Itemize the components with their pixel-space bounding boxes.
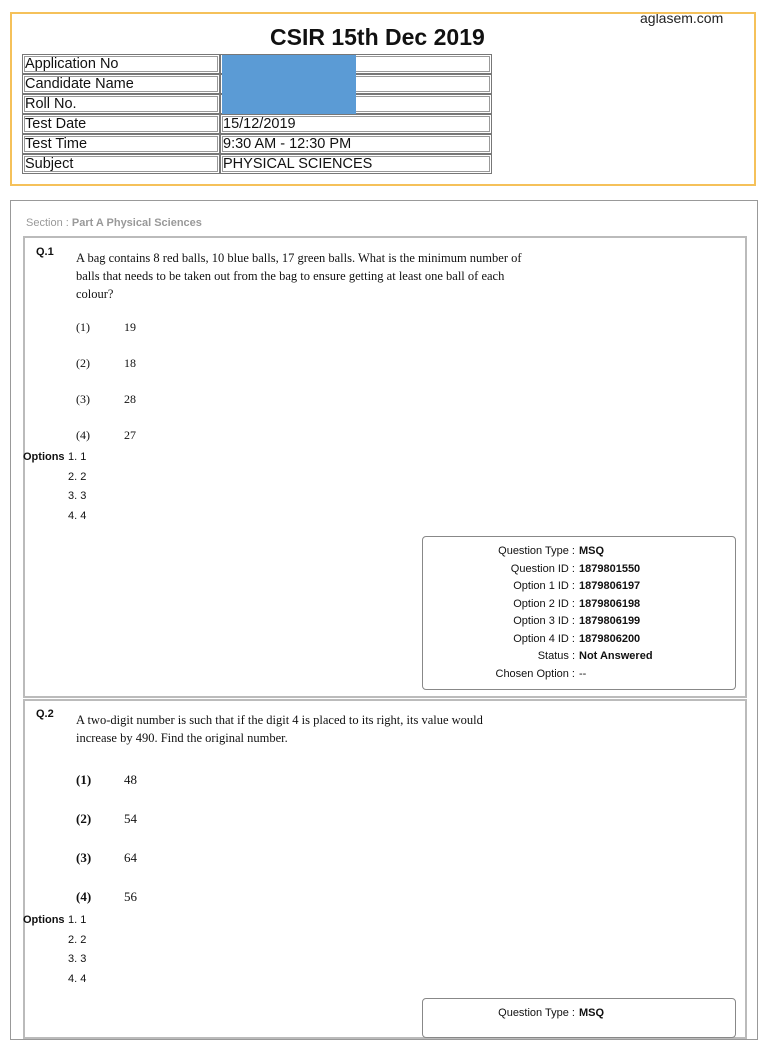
options-label: Options xyxy=(23,451,65,463)
question-card-2 xyxy=(23,699,747,1039)
section-name: Part A Physical Sciences xyxy=(71,217,202,229)
answer-option-1: (1) 19 xyxy=(76,320,136,334)
question-text: A bag contains 8 red balls, 10 blue balls, 17 green balls. What is the minimum number of balls that needs to be taken out from the bag to ensure getting at least one ball of each colour? xyxy=(76,251,522,301)
section-label: Section : Part A Physical Sciences xyxy=(26,217,202,229)
answer-option-3: (3) 64 xyxy=(76,850,137,865)
site-watermark: aglasem.com xyxy=(640,10,724,26)
answer-option-4: (4) 56 xyxy=(76,889,137,904)
meta-question-type: Question Type : MSQ xyxy=(498,1007,605,1019)
question-text: A two-digit number is such that if the digit 4 is placed to its right, its value would increase by 490. Find the original number. xyxy=(76,713,483,745)
meta-status: Status : Not Answered xyxy=(537,650,653,662)
meta-chosen-option: Chosen Option : -- xyxy=(495,667,587,680)
meta-option-3-id: Option 3 ID : 1879806199 xyxy=(513,615,641,627)
question-meta-panel xyxy=(422,536,736,690)
question-number: Q.2 xyxy=(36,708,54,720)
answer-option-4: (4) 27 xyxy=(76,428,136,442)
answer-option-2: (2) 18 xyxy=(76,356,136,370)
redaction-overlay xyxy=(222,55,356,114)
question-number: Q.1 xyxy=(36,246,54,258)
info-row-subject: Subject PHYSICAL SCIENCES xyxy=(22,154,492,174)
options-list: 1. 1 2. 2 3. 3 4. 4 xyxy=(68,451,87,522)
meta-option-4-id: Option 4 ID : 1879806200 xyxy=(513,632,641,645)
meta-option-2-id: Option 2 ID : 1879806198 xyxy=(513,597,641,610)
answer-option-3: (3) 28 xyxy=(76,392,136,406)
question-meta-panel xyxy=(422,998,736,1038)
info-row-candidate-name: Candidate Name xyxy=(22,74,492,94)
info-row-test-time: Test Time 9:30 AM - 12:30 PM xyxy=(22,134,492,154)
answer-option-1: (1) 48 xyxy=(76,772,137,787)
info-row-application-no: Application No xyxy=(22,54,492,74)
info-row-roll-no: Roll No. xyxy=(22,94,492,114)
meta-option-1-id: Option 1 ID : 1879806197 xyxy=(513,580,641,592)
page-title: CSIR 15th Dec 2019 xyxy=(270,24,485,50)
meta-question-type: Question Type : MSQ xyxy=(498,545,605,557)
options-label: Options xyxy=(23,914,65,926)
info-row-test-date: Test Date 15/12/2019 xyxy=(22,114,492,134)
answer-option-2: (2) 54 xyxy=(76,811,137,826)
meta-question-id: Question ID : 1879801550 xyxy=(510,562,641,575)
options-list: 1. 1 2. 2 3. 3 4. 4 xyxy=(68,914,87,985)
